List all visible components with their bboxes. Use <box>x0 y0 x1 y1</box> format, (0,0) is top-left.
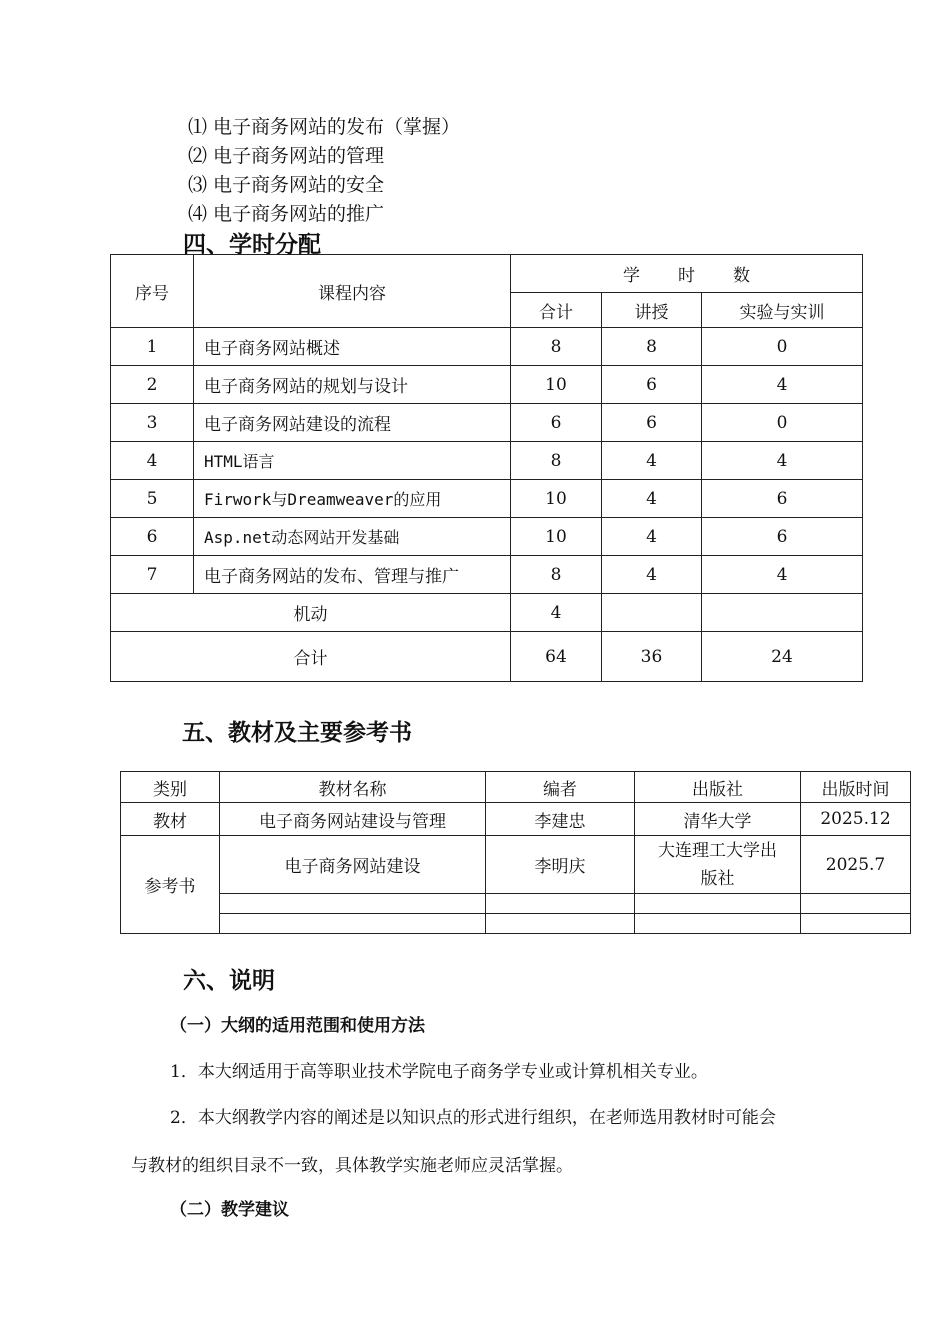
textbook-date: 2025.12 <box>801 803 911 836</box>
row-lecture: 6 <box>602 366 702 404</box>
row-total: 8 <box>511 442 602 480</box>
sum-lecture: 36 <box>602 632 702 682</box>
books-header-author: 编者 <box>486 772 635 803</box>
header-seq: 序号 <box>111 255 194 328</box>
row-content: 电子商务网站的规划与设计 <box>194 366 511 404</box>
list-item-promote: ⑷ 电子商务网站的推广 <box>188 203 385 225</box>
reference-name: 电子商务网站建设 <box>220 836 486 894</box>
reference-date: 2025.7 <box>801 836 911 894</box>
table-row <box>111 442 863 480</box>
row-lecture: 4 <box>602 442 702 480</box>
empty-cell <box>635 914 801 934</box>
subsection-scope-heading: （一）大纲的适用范围和使用方法 <box>170 1016 425 1036</box>
row-lab: 6 <box>702 518 863 556</box>
reference-author: 李明庆 <box>486 836 635 894</box>
list-item-manage: ⑵ 电子商务网站的管理 <box>188 145 385 167</box>
row-no: 4 <box>111 442 194 480</box>
row-lab: 4 <box>702 556 863 594</box>
reference-publisher <box>635 836 801 894</box>
row-lecture: 4 <box>602 480 702 518</box>
row-no: 6 <box>111 518 194 556</box>
row-content: 电子商务网站概述 <box>194 328 511 366</box>
textbook-name: 电子商务网站建设与管理 <box>220 803 486 836</box>
section6-heading: 六、说明 <box>183 968 275 994</box>
header-total: 合计 <box>511 293 602 328</box>
empty-cell <box>220 914 486 934</box>
list-item-publish: ⑴ 电子商务网站的发布（掌握） <box>188 116 461 138</box>
books-table <box>120 771 911 934</box>
flex-lecture-empty <box>602 594 702 632</box>
flex-total: 4 <box>511 594 602 632</box>
row-content: Firwork与Dreamweaver的应用 <box>194 480 511 518</box>
row-lab: 4 <box>702 442 863 480</box>
textbook-publisher: 清华大学 <box>635 803 801 836</box>
row-no: 1 <box>111 328 194 366</box>
paragraph-2-line1: 2．本大纲教学内容的阐述是以知识点的形式进行组织，在老师选用教材时可能会 <box>170 1108 776 1128</box>
row-lab: 0 <box>702 328 863 366</box>
row-lab: 0 <box>702 404 863 442</box>
empty-cell <box>220 894 486 914</box>
row-content: 电子商务网站的发布、管理与推广 <box>194 556 511 594</box>
row-content: Asp.net动态网站开发基础 <box>194 518 511 556</box>
sum-lab: 24 <box>702 632 863 682</box>
row-no: 5 <box>111 480 194 518</box>
reference-publisher-line2: 版社 <box>700 868 735 889</box>
reference-category: 参考书 <box>121 836 220 934</box>
row-lecture: 4 <box>602 518 702 556</box>
table-row <box>111 518 863 556</box>
row-no: 3 <box>111 404 194 442</box>
sum-label: 合计 <box>111 632 511 682</box>
row-content: HTML语言 <box>194 442 511 480</box>
header-lab: 实验与实训 <box>702 293 863 328</box>
table-row <box>111 480 863 518</box>
list-item-security: ⑶ 电子商务网站的安全 <box>188 174 385 196</box>
textbook-category: 教材 <box>121 803 220 836</box>
paragraph-2-line2: 与教材的组织目录不一致，具体教学实施老师应灵活掌握。 <box>131 1156 573 1176</box>
row-lecture: 4 <box>602 556 702 594</box>
header-content: 课程内容 <box>194 255 511 328</box>
table-row <box>111 366 863 404</box>
header-hours <box>511 255 863 293</box>
row-total: 10 <box>511 480 602 518</box>
header-hours-label: 学时数 <box>623 266 788 286</box>
empty-cell <box>486 914 635 934</box>
empty-cell <box>635 894 801 914</box>
section4-heading: 四、学时分配 <box>183 232 321 258</box>
empty-row <box>121 914 911 934</box>
sum-total: 64 <box>511 632 602 682</box>
books-header-name: 教材名称 <box>220 772 486 803</box>
row-total: 10 <box>511 366 602 404</box>
empty-row <box>121 894 911 914</box>
row-lab: 6 <box>702 480 863 518</box>
row-total: 10 <box>511 518 602 556</box>
flex-label: 机动 <box>111 594 511 632</box>
row-lecture: 6 <box>602 404 702 442</box>
sum-row <box>111 632 863 682</box>
empty-cell <box>486 894 635 914</box>
row-content: 电子商务网站建设的流程 <box>194 404 511 442</box>
table-row <box>121 803 911 836</box>
subsection-teaching-heading: （二）教学建议 <box>170 1200 289 1220</box>
books-header-publisher: 出版社 <box>635 772 801 803</box>
hours-table <box>110 254 863 682</box>
empty-cell <box>801 894 911 914</box>
row-no: 7 <box>111 556 194 594</box>
table-row <box>121 836 911 894</box>
flex-lab-empty <box>702 594 863 632</box>
paragraph-1: 1．本大纲适用于高等职业技术学院电子商务学专业或计算机相关专业。 <box>170 1062 708 1082</box>
table-row <box>111 328 863 366</box>
reference-publisher-line1: 大连理工大学出 <box>658 840 777 861</box>
row-total: 8 <box>511 556 602 594</box>
flex-row <box>111 594 863 632</box>
header-lecture: 讲授 <box>602 293 702 328</box>
row-lab: 4 <box>702 366 863 404</box>
section5-heading: 五、教材及主要参考书 <box>182 720 412 746</box>
empty-cell <box>801 914 911 934</box>
books-header-date: 出版时间 <box>801 772 911 803</box>
table-row <box>111 556 863 594</box>
row-total: 8 <box>511 328 602 366</box>
books-header-category: 类别 <box>121 772 220 803</box>
textbook-author: 李建忠 <box>486 803 635 836</box>
row-no: 2 <box>111 366 194 404</box>
row-total: 6 <box>511 404 602 442</box>
row-lecture: 8 <box>602 328 702 366</box>
table-row <box>111 404 863 442</box>
